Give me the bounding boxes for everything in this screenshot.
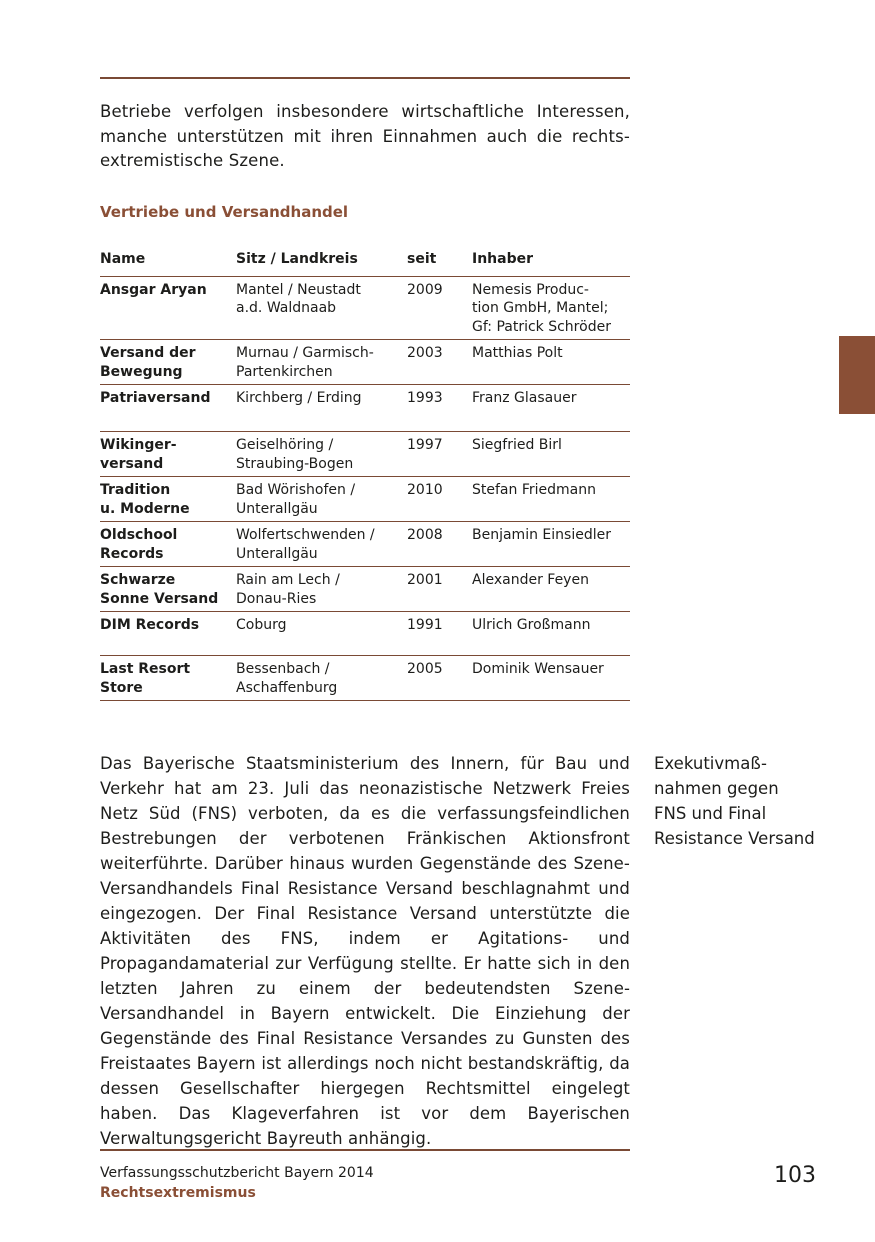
cell-location: Bad Wörishofen / Unterallgäu [236,477,407,522]
cell-location: Wolfertschwenden / Unterallgäu [236,522,407,567]
cell-name: Tradition u. Moderne [100,477,236,522]
body-paragraph: Das Bayerische Staatsministerium des Innern, für Bau und Verkehr hat am 23. Juli das neonazistische Netzwerk Freies Netz Süd (FNS) verboten, da es die verfassungsfeindlichen Bestrebungen der verbotenen Fränkischen Aktionsfront weiterführte. Darüber hinaus wurden Gegenstände des Szene-Versandhandels Final Resistance Versand beschlagnahmt und eingezogen. Der Final Resistance Versand unterstützte die Aktivitäten des FNS, indem er Agitations- und Propagandamaterial zur Verfügung stellte. Er hatte sich in den letzten Jahren zu einem der bedeutendsten Szene-Versandhandel in Bayern entwickelt. Die Einziehung der Gegenstände des Final Resistance Versandes zu Gunsten des Freistaates Bayern ist allerdings noch nicht bestandskräftig, da dessen Gesellschafter hiergegen Rechtsmittel eingelegt haben. Das Klageverfahren ist vor dem Bayerischen Verwaltungsgericht Bayreuth anhängig. [100,754,630,1148]
cell-owner: Matthias Polt [472,340,630,385]
cell-since: 2009 [407,276,472,340]
cell-name: DIM Records [100,612,236,656]
footer-title: Verfassungsschutzbericht Bayern 2014 [100,1165,374,1181]
cell-owner: Dominik Wensauer [472,656,630,701]
cell-owner: Benjamin Einsiedler [472,522,630,567]
cell-name: Ansgar Aryan [100,276,236,340]
cell-name: Wikinger- versand [100,432,236,477]
cell-since: 2010 [407,477,472,522]
cell-since: 2008 [407,522,472,567]
top-rule [100,77,630,79]
column-header-location: Sitz / Landkreis [236,247,407,276]
cell-name: Schwarze Sonne Versand [100,567,236,612]
cell-name: Last Resort Store [100,656,236,701]
cell-since: 1991 [407,612,472,656]
cell-since: 2001 [407,567,472,612]
vendors-table [100,247,630,701]
cell-location: Murnau / Garmisch- Partenkirchen [236,340,407,385]
intro-paragraph: Betriebe verfolgen insbesondere wirtschaftliche Interessen, manche unterstützen mit ihren Einnahmen auch die rechts-extremistische Szene. [100,102,630,170]
cell-name: Versand der Bewegung [100,340,236,385]
cell-since: 2003 [407,340,472,385]
footer-subtitle: Rechtsextremismus [100,1185,256,1201]
cell-owner: Nemesis Produc- tion GmbH, Mantel; Gf: Patrick Schröder [472,276,630,340]
table-row [100,656,630,701]
table-row [100,612,630,656]
cell-owner: Franz Glasauer [472,385,630,432]
cell-owner: Stefan Friedmann [472,477,630,522]
table-row [100,522,630,567]
table-header-row [100,247,630,276]
cell-location: Geiselhöring / Straubing-Bogen [236,432,407,477]
cell-owner: Ulrich Großmann [472,612,630,656]
cell-owner: Alexander Feyen [472,567,630,612]
cell-owner: Siegfried Birl [472,432,630,477]
cell-location: Mantel / Neustadt a.d. Waldnaab [236,276,407,340]
bottom-rule [100,1149,630,1151]
cell-location: Kirchberg / Erding [236,385,407,432]
cell-name: Oldschool Records [100,522,236,567]
column-header-owner: Inhaber [472,247,630,276]
table-row [100,276,630,340]
column-header-since: seit [407,247,472,276]
cell-location: Rain am Lech / Donau-Ries [236,567,407,612]
page-number: 103 [774,1163,816,1188]
column-header-name: Name [100,247,236,276]
cell-name: Patriaversand [100,385,236,432]
table-row [100,340,630,385]
table-row [100,385,630,432]
table-row [100,432,630,477]
margin-note: Exekutivmaß- nahmen gegen FNS und Final Resistance Versand [654,754,815,848]
cell-since: 2005 [407,656,472,701]
cell-since: 1993 [407,385,472,432]
cell-location: Bessenbach / Aschaffenburg [236,656,407,701]
table-row [100,567,630,612]
cell-location: Coburg [236,612,407,656]
section-heading: Vertriebe und Versandhandel [100,203,349,221]
chapter-tab-marker [839,336,875,414]
cell-since: 1997 [407,432,472,477]
table-row [100,477,630,522]
